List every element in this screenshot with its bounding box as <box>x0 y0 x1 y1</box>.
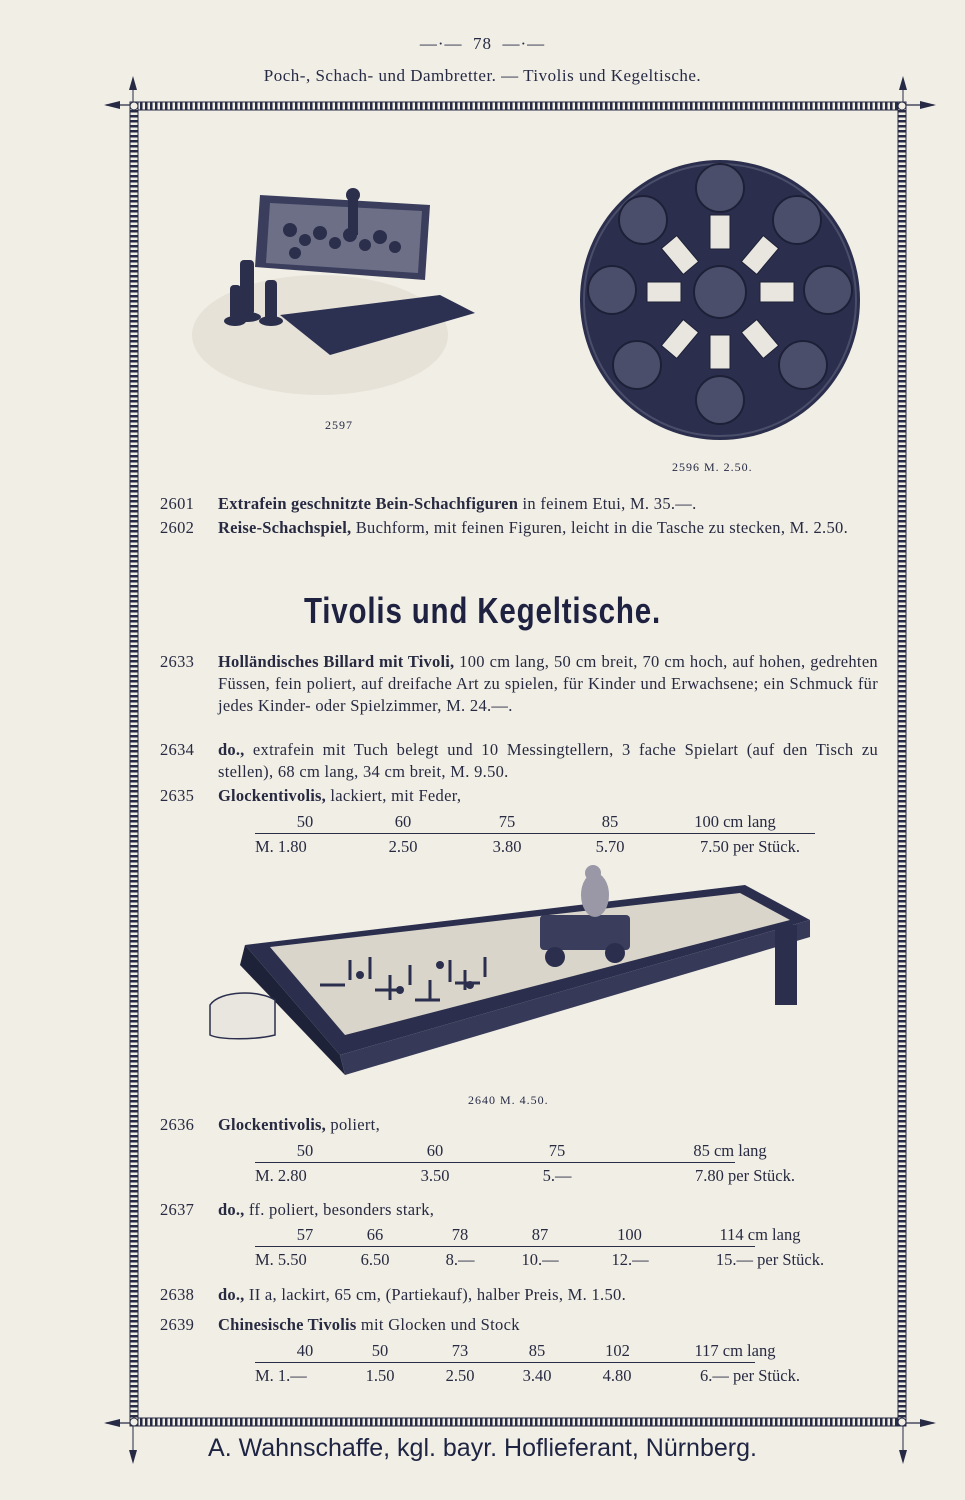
size-cell: 100 <box>617 1225 642 1244</box>
price-table-2637 <box>255 1225 855 1275</box>
size-cell: 40 <box>296 1341 314 1360</box>
entry-number: 2634 <box>160 740 195 759</box>
price-row <box>255 837 835 859</box>
entry-number: 2601 <box>160 494 195 513</box>
price-cell: 10.— <box>521 1250 559 1269</box>
entry-2601 <box>160 493 878 515</box>
size-cell: 75 <box>548 1141 566 1160</box>
entry-text: II a, lackirt, 65 cm, (Partiekauf), halber Preis, M. 1.50. <box>244 1285 626 1304</box>
entry-title: Chinesische Tivolis <box>218 1315 357 1334</box>
table-rule <box>255 1362 755 1363</box>
size-cell: 60 <box>426 1141 444 1160</box>
entry-text: Buchform, mit feinen Figuren, leicht in die Tasche zu stecken, M. 2.50. <box>351 518 849 537</box>
price-table-2639 <box>255 1341 855 1391</box>
running-header: Poch-, Schach- und Dambretter. — Tivolis und Kegeltische. <box>263 66 702 85</box>
size-cell: 100 cm lang <box>694 812 776 831</box>
price-table-2635 <box>255 812 835 862</box>
price-cell: 12.— <box>611 1250 649 1269</box>
entry-number: 2638 <box>160 1285 195 1304</box>
entry-title: do., <box>218 1285 245 1304</box>
entry-2637 <box>160 1199 878 1221</box>
entry-number: 2602 <box>160 518 195 537</box>
entry-2636 <box>160 1114 878 1136</box>
entry-number: 2633 <box>160 652 195 671</box>
price-cell: 3.50 <box>420 1166 450 1185</box>
entry-text: in feinem Etui, M. 35.—. <box>518 494 697 513</box>
price-cell: 5.— <box>542 1166 572 1185</box>
price-table-2636 <box>255 1141 835 1191</box>
size-row <box>255 1341 855 1363</box>
chess-box-illustration <box>190 185 490 415</box>
size-cell: 85 <box>528 1341 546 1360</box>
entry-title: Reise-Schachspiel, <box>218 518 352 537</box>
size-cell: 85 cm lang <box>693 1141 767 1160</box>
arrow-right-icon <box>920 101 936 109</box>
page-number: 78 <box>473 34 492 53</box>
round-game-board-illustration <box>575 150 865 450</box>
price-cell: 15.— per Stück. <box>715 1250 825 1269</box>
size-cell: 50 <box>296 1141 314 1160</box>
price-cell: 6.50 <box>360 1250 390 1269</box>
size-cell: 66 <box>366 1225 384 1244</box>
entry-text: 100 cm lang, 50 cm breit, 70 cm hoch, auf hohen, gedrehten Füssen, fein poliert, auf dreifache Art zu spielen, für Kinder und Erwachsene; ein Schmuck für jedes Kinder- oder Spielzimmer, M. 24.—. <box>218 652 878 715</box>
hand-figure <box>210 993 275 1039</box>
entry-2602 <box>160 517 878 539</box>
chess-caption: 2597 <box>325 418 353 432</box>
entry-number: 2637 <box>160 1200 195 1219</box>
page-number-line <box>0 34 965 54</box>
size-cell: 50 <box>371 1341 389 1360</box>
price-cell: M. 1.80 <box>255 837 307 856</box>
price-cell: M. 1.— <box>255 1366 307 1385</box>
table-rule <box>255 1246 755 1247</box>
entry-text: ff. poliert, besonders stark, <box>244 1200 435 1219</box>
ornament-dash-left: —·— <box>419 34 473 53</box>
price-cell: 3.40 <box>522 1366 552 1385</box>
entry-title: do., <box>218 740 245 759</box>
size-cell: 114 cm lang <box>719 1225 801 1244</box>
entry-number: 2635 <box>160 786 195 805</box>
price-row <box>255 1366 855 1388</box>
price-cell: 4.80 <box>602 1366 632 1385</box>
price-cell: 2.50 <box>388 837 418 856</box>
entry-text: extrafein mit Tuch belegt und 10 Messingtellern, 3 fache Spielart (auf den Tisch zu stellen), 68 cm lang, 34 cm breit, M. 9.50. <box>218 740 878 781</box>
entry-2639 <box>160 1314 878 1336</box>
entry-text: lackiert, mit Feder, <box>325 786 462 805</box>
price-cell: 2.50 <box>445 1366 475 1385</box>
table-rule <box>255 1162 735 1163</box>
entry-number: 2639 <box>160 1315 195 1334</box>
table-rule <box>255 833 815 834</box>
size-cell: 117 cm lang <box>694 1341 776 1360</box>
entry-2638 <box>160 1284 878 1306</box>
entry-title: do., <box>218 1200 245 1219</box>
size-row <box>255 1141 835 1163</box>
price-cell: 3.80 <box>492 837 522 856</box>
size-cell: 50 <box>296 812 314 831</box>
size-cell: 78 <box>451 1225 469 1244</box>
size-cell: 85 <box>601 812 619 831</box>
tivoli-caption: 2640 M. 4.50. <box>468 1093 549 1107</box>
size-cell: 102 <box>605 1341 630 1360</box>
entry-text: mit Glocken und Stock <box>356 1315 520 1334</box>
size-row <box>255 1225 855 1247</box>
board-caption: 2596 M. 2.50. <box>672 460 753 474</box>
entry-title: Glockentivolis, <box>218 786 326 805</box>
entry-text: poliert, <box>325 1115 380 1134</box>
size-cell: 75 <box>498 812 516 831</box>
price-cell: 6.— per Stück. <box>700 1366 800 1385</box>
price-row <box>255 1166 835 1188</box>
size-cell: 87 <box>531 1225 549 1244</box>
price-cell: 1.50 <box>365 1366 395 1385</box>
size-cell: 73 <box>451 1341 469 1360</box>
price-cell: M. 5.50 <box>255 1250 307 1269</box>
price-cell: 7.80 per Stück. <box>695 1166 795 1185</box>
price-cell: M. 2.80 <box>255 1166 307 1185</box>
price-cell: 8.— <box>445 1250 475 1269</box>
size-row <box>255 812 835 834</box>
section-title: Tivolis und Kegeltische. <box>303 590 662 631</box>
entry-2633 <box>160 651 878 717</box>
entry-title: Glockentivolis, <box>218 1115 326 1134</box>
price-cell: 5.70 <box>595 837 625 856</box>
price-row <box>255 1250 855 1272</box>
price-cell: 7.50 per Stück. <box>700 837 800 856</box>
size-cell: 57 <box>296 1225 314 1244</box>
entry-title: Holländisches Billard mit Tivoli, <box>218 652 455 671</box>
entry-2635 <box>160 785 878 807</box>
ornament-dash-right: —·— <box>492 34 546 53</box>
entry-2634 <box>160 739 878 783</box>
arrow-left-icon <box>104 101 120 109</box>
bagatelle-tivoli-illustration <box>200 865 820 1090</box>
publisher-footer: A. Wahnschaffe, kgl. bayr. Hoflieferant, Nürnberg. <box>208 1434 757 1462</box>
entry-number: 2636 <box>160 1115 195 1134</box>
size-cell: 60 <box>394 812 412 831</box>
entry-title: Extrafein geschnitzte Bein-Schachfiguren <box>218 494 519 513</box>
